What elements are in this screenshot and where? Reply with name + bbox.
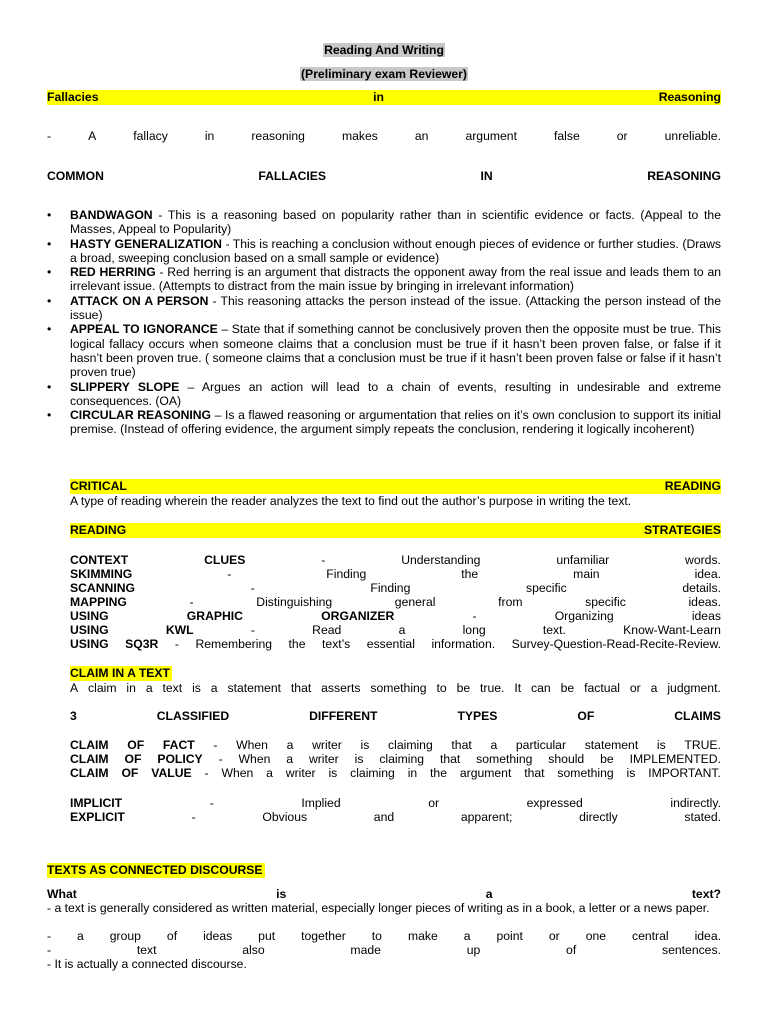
word: to (436, 681, 447, 695)
word: writer (285, 766, 316, 780)
word: statement (584, 738, 639, 752)
word: central (632, 929, 669, 943)
word: text’s (322, 637, 351, 651)
word: should (548, 752, 585, 766)
word: Reasoning (658, 90, 721, 104)
word: argument (459, 766, 512, 780)
word: put (258, 929, 276, 943)
word: OF (124, 752, 142, 766)
word: Finding (326, 567, 367, 581)
critical-reading-definition: A type of reading wherein the reader analyzes the text to find out the author’s purpose in writing the text. (70, 494, 632, 508)
strategy-line (70, 581, 721, 596)
word: CONTEXT (70, 553, 129, 567)
word: MAPPING (70, 595, 127, 609)
word: IN (480, 169, 493, 183)
word: apparent; (460, 810, 513, 824)
word: main (573, 567, 600, 581)
word: Obvious (262, 810, 308, 824)
claim-type-line (70, 766, 721, 781)
word: expressed (526, 796, 583, 810)
word: - (47, 943, 52, 957)
word: claiming (379, 752, 425, 766)
word: that (439, 752, 461, 766)
fallacy-definition (47, 129, 721, 144)
strategy-line (70, 623, 721, 638)
word: COMMON (47, 169, 104, 183)
word: USING (70, 637, 109, 651)
word: a (463, 929, 471, 943)
word: VALUE (151, 766, 192, 780)
word: Understanding (401, 553, 481, 567)
fallacies-heading-bar (47, 90, 721, 105)
word: a (398, 623, 406, 637)
word: SQ3R (125, 637, 159, 651)
word: a (485, 887, 493, 901)
word: - (250, 581, 255, 595)
explicit-line (70, 810, 721, 825)
word: text? (691, 887, 721, 901)
word: group (109, 929, 141, 943)
word: or (616, 129, 628, 143)
word: OF (121, 766, 139, 780)
implicit-line (70, 796, 721, 811)
word: text (162, 681, 183, 695)
claim-types-heading (70, 709, 721, 724)
bullet-icon: • (47, 236, 52, 251)
strategy-line (70, 595, 721, 610)
bullet-icon: • (47, 379, 52, 394)
word: writer (308, 752, 339, 766)
word: - (204, 766, 209, 780)
word: the (430, 766, 447, 780)
word: a (650, 681, 658, 695)
fallacy-description: – Argues an action will lead to a chain of events, resulting in undesirable and extreme consequences. (OA) (70, 379, 721, 408)
claim-definition (70, 681, 721, 696)
fallacy-term: SLIPPERY SLOPE (70, 379, 180, 394)
word: stated. (684, 810, 721, 824)
word: idea. (694, 567, 721, 581)
claim-type-line (70, 738, 721, 753)
strategy-line (70, 637, 721, 652)
word: be (600, 752, 614, 766)
word: When (238, 752, 271, 766)
document-title: Reading And Writing (324, 43, 444, 57)
word: CLASSIFIED (156, 709, 230, 723)
word: a (210, 681, 218, 695)
claim-type-line (70, 752, 721, 767)
word: of (566, 943, 577, 957)
word: general (394, 595, 436, 609)
word: IMPORTANT. (648, 766, 721, 780)
what-is-text-line (47, 887, 721, 902)
fallacy-term: RED HERRING (70, 265, 156, 280)
word: unreliable. (664, 129, 721, 143)
word: - (47, 929, 52, 943)
fallacy-item (47, 294, 721, 323)
word: reasoning (251, 129, 305, 143)
word: text (136, 943, 157, 957)
word: a (286, 738, 294, 752)
word: in (373, 90, 385, 104)
word: true. (480, 681, 505, 695)
word: claim (88, 681, 117, 695)
word: is (360, 738, 370, 752)
fallacy-item (47, 408, 721, 437)
fallacy-item (47, 380, 721, 409)
document-subtitle: (Preliminary exam Reviewer) (301, 67, 467, 81)
word: CLAIMS (674, 709, 721, 723)
word: claiming (388, 738, 433, 752)
fallacy-item (47, 208, 721, 237)
word: argument (465, 129, 517, 143)
word: and (373, 810, 395, 824)
word: IMPLICIT (70, 796, 123, 810)
texts-discourse-heading: TEXTS AS CONNECTED DISCOURSE (47, 863, 263, 877)
word: is (276, 887, 287, 901)
fallacy-term: HASTY GENERALIZATION (70, 236, 222, 251)
word: can (531, 681, 551, 695)
word: - (250, 623, 255, 637)
text-definition-4: - It is actually a connected discourse. (47, 957, 247, 971)
word: 3 (70, 709, 77, 723)
strategy-line (70, 553, 721, 568)
word: judgment. (667, 681, 721, 695)
word: EXPLICIT (70, 810, 125, 824)
word: that (451, 738, 472, 752)
word: asserts (321, 681, 361, 695)
word: statement (227, 681, 281, 695)
word: GRAPHIC (186, 609, 243, 623)
word: be (560, 681, 575, 695)
word: Read (312, 623, 342, 637)
word: Remembering (195, 637, 273, 651)
word: of (166, 929, 178, 943)
word: POLICY (157, 752, 203, 766)
text-definition-2 (47, 929, 721, 944)
word: idea. (694, 929, 721, 943)
word: ideas (691, 609, 721, 623)
word: text. (542, 623, 566, 637)
word: - (189, 595, 194, 609)
word: together (301, 929, 346, 943)
word: the (461, 567, 479, 581)
word: in (204, 129, 215, 143)
word: CLUES (204, 553, 246, 567)
strategy-line (70, 609, 721, 624)
word: words. (685, 553, 721, 567)
word: When (221, 766, 254, 780)
word: DIFFERENT (309, 709, 378, 723)
word: KWL (165, 623, 194, 637)
word: writer (312, 738, 342, 752)
word: Implied (301, 796, 341, 810)
word: is (192, 681, 201, 695)
word: When (236, 738, 268, 752)
bullet-icon: • (47, 293, 52, 308)
word: in (126, 681, 136, 695)
common-fallacies-heading (47, 169, 721, 184)
fallacy-item (47, 237, 721, 266)
word: claiming (350, 766, 395, 780)
word: or (629, 681, 641, 695)
fallacy-item (47, 322, 721, 379)
text-definition-1: - a text is generally considered as written material, especially longer pieces of writing as in a book, a letter or a news paper. (47, 901, 710, 915)
text-definition-3 (47, 943, 721, 958)
word: Organizing (554, 609, 614, 623)
word: a (77, 929, 84, 943)
word: an (414, 129, 429, 143)
word: in (407, 766, 418, 780)
word: REASONING (647, 169, 721, 183)
word: essential (366, 637, 415, 651)
word: information. (431, 637, 496, 651)
word: point (496, 929, 523, 943)
word: - (191, 810, 196, 824)
word: long (462, 623, 486, 637)
word: STRATEGIES (644, 523, 721, 537)
fallacy-item (47, 265, 721, 294)
word: CLAIM (70, 738, 109, 752)
word: USING (70, 609, 109, 623)
word: SCANNING (70, 581, 136, 595)
strategy-line (70, 567, 721, 582)
word: something (476, 752, 533, 766)
word: OF (577, 709, 595, 723)
word: or (548, 929, 560, 943)
word: false (554, 129, 580, 143)
fallacy-description: - Red herring is an argument that distracts the opponent away from the real issue and leads them to an irrelevant issue. (Attempts to distract from the main issue by bringing in irrelevant information) (70, 265, 721, 294)
word: up (466, 943, 481, 957)
word: Know-Want-Learn (623, 623, 721, 637)
word: a (266, 766, 273, 780)
word: make (407, 929, 438, 943)
word: is (626, 766, 636, 780)
fallacy-description: - This is a reasoning based on popularity rather than in scientific evidence or facts. (Appeal to the Masses, Appeal to Popularity) (70, 208, 721, 237)
word: - (321, 553, 326, 567)
word: CRITICAL (70, 479, 127, 493)
word: READING (70, 523, 127, 537)
word: that (290, 681, 312, 695)
word: directly (579, 810, 618, 824)
word: Survey-Question-Read-Recite-Review. (511, 637, 721, 651)
word: ORGANIZER (321, 609, 395, 623)
fallacy-term: BANDWAGON (70, 208, 153, 222)
word: TRUE. (684, 738, 721, 752)
word: IMPLEMENTED. (629, 752, 721, 766)
word: something (557, 766, 614, 780)
word: ideas. (688, 595, 721, 609)
word: USING (70, 623, 109, 637)
fallacy-description: – State that if something cannot be conclusively proven then the opposite must be true. This logical fallacy occurs when someone claims that a conclusion must be true if it hasn’t been proven false, or false if it hasn’t been proven true. ( someone claims that a conclusion must be true if it hasn’t been proven false or false if it hasn’t proven true) (70, 322, 721, 380)
fallacy-description: - This reasoning attacks the person instead of the issue. (Attacking the person instead of the issue) (70, 293, 721, 323)
fallacies-list (47, 208, 721, 437)
word: details. (682, 581, 721, 595)
word: particular (515, 738, 567, 752)
word: CLAIM (70, 752, 109, 766)
word: FACT (162, 738, 195, 752)
word: also (242, 943, 265, 957)
word: A (70, 681, 79, 695)
word: A (88, 129, 97, 143)
word: - (174, 637, 179, 651)
fallacy-description: - This is reaching a conclusion without enough pieces of evidence or further studies. (Draws a broad, sweeping conclusion based on a small sample or evidence) (70, 236, 721, 265)
word: is (354, 752, 364, 766)
word: OF (127, 738, 145, 752)
word: a (145, 681, 153, 695)
word: something (370, 681, 427, 695)
word: the (288, 637, 306, 651)
word: - (213, 738, 218, 752)
word: is (328, 766, 338, 780)
word: to (371, 929, 382, 943)
word: Finding (370, 581, 411, 595)
word: TYPES (457, 709, 498, 723)
word: SKIMMING (70, 567, 133, 581)
fallacy-description: – Is a flawed reasoning or argumentation that relies on it’s own conclusion to support its initial premise. (Instead of offering evidence, the argument simply repeats the conclusion, rendering it logically incoherent) (70, 408, 721, 437)
word: - (472, 609, 477, 623)
word: ideas (203, 929, 233, 943)
word: indirectly. (670, 796, 721, 810)
critical-reading-heading (70, 479, 721, 494)
word: Distinguishing (256, 595, 333, 609)
word: factual (584, 681, 620, 695)
word: - (47, 129, 52, 143)
bullet-icon: • (47, 208, 52, 222)
word: - (218, 752, 223, 766)
bullet-icon: • (47, 322, 52, 337)
fallacy-term: CIRCULAR REASONING (70, 408, 212, 423)
word: unfamiliar (556, 553, 610, 567)
word: a (490, 738, 498, 752)
word: It (514, 681, 522, 695)
word: Fallacies (47, 90, 99, 104)
bullet-icon: • (47, 265, 52, 280)
word: specific (526, 581, 567, 595)
word: one (585, 929, 607, 943)
word: makes (341, 129, 378, 143)
word: is (656, 738, 666, 752)
reading-strategies-heading (70, 523, 721, 538)
word: that (524, 766, 545, 780)
word: What (47, 887, 77, 901)
word: CLAIM (70, 766, 109, 780)
word: - (209, 796, 214, 810)
word: READING (664, 479, 721, 493)
word: - (227, 567, 232, 581)
word: FALLACIES (258, 169, 327, 183)
word: or (428, 796, 440, 810)
word: fallacy (133, 129, 168, 143)
word: from (498, 595, 523, 609)
word: sentences. (662, 943, 721, 957)
claim-in-text-heading: CLAIM IN A TEXT (70, 666, 170, 680)
word: made (350, 943, 381, 957)
word: be (456, 681, 471, 695)
bullet-icon: • (47, 408, 52, 423)
fallacy-term: APPEAL TO IGNORANCE (70, 322, 218, 337)
fallacy-term: ATTACK ON A PERSON (70, 293, 209, 308)
word: specific (585, 595, 626, 609)
word: a (286, 752, 294, 766)
